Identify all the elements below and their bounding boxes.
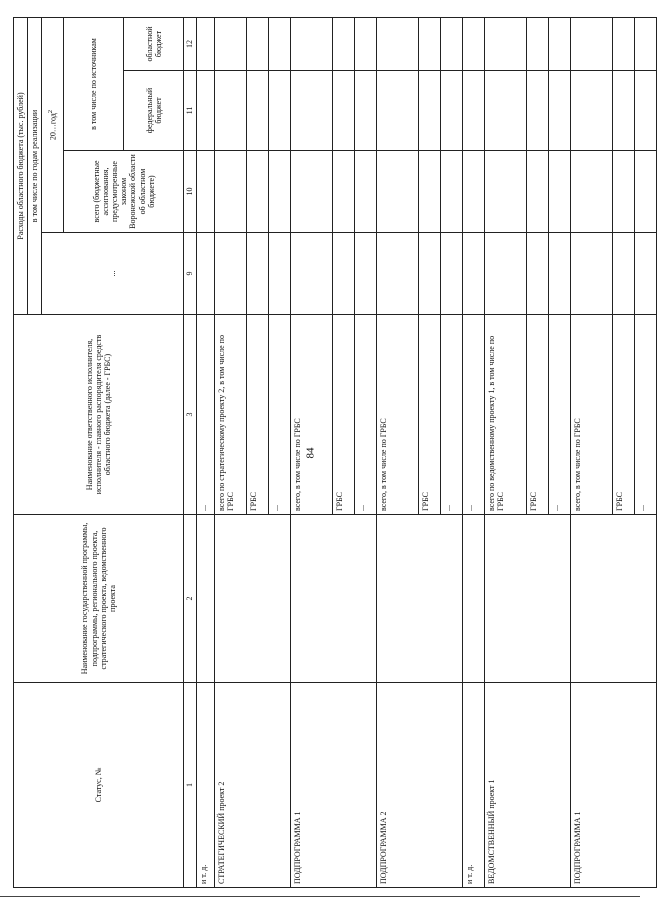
status-cell: ПОДПРОГРАММА 1 (570, 683, 656, 888)
status-cell: и т. д. (462, 683, 484, 888)
header-federal: федеральный бюджет (124, 71, 184, 151)
name-cell (214, 515, 290, 683)
name-cell (484, 515, 570, 683)
status-cell: и т. д. (196, 683, 214, 888)
status-cell: СТРАТЕГИЧЕСКИЙ проект 2 (214, 683, 290, 888)
header-name: Наименование государственной программы, подпрограммы, регионального проекта, стратегического проекта, ведомственного проекта (14, 515, 184, 683)
executor-cell: ГРБС (526, 315, 548, 515)
status-cell: ПОДПРОГРАММА 2 (376, 683, 462, 888)
executor-cell: всего, в том числе по ГРБС (570, 315, 612, 515)
executor-cell: всего, в том числе по ГРБС (376, 315, 418, 515)
col-number: 1 (184, 683, 196, 888)
header-status: Статус, № (14, 683, 184, 888)
table-row (290, 18, 332, 888)
header-expenses: Расходы областного бюджета (тыс. рублей) (14, 18, 28, 315)
col-number: 3 (184, 315, 196, 515)
table-row (484, 18, 526, 888)
table-row (214, 18, 246, 888)
col-number: 2 (184, 515, 196, 683)
executor-cell: ГРБС (332, 315, 354, 515)
header-executor: Наименование ответственного исполнителя, исполнителя - главного распорядителя средств областного бюджета (далее - ГРБС) (14, 315, 184, 515)
col-number: 9 (184, 233, 196, 315)
table-row (196, 18, 214, 888)
executor-cell: всего, в том числе по ГРБС (290, 315, 332, 515)
name-cell (570, 515, 656, 683)
executor-cell: ... (634, 315, 656, 515)
executor-cell: всего по ведомственному проекту 1, в том числе по ГРБС (484, 315, 526, 515)
scan-edge-line (0, 896, 640, 897)
header-year: 20…год$^2$ (42, 18, 64, 233)
name-cell (376, 515, 462, 683)
executor-cell: всего по стратегическому проекту 2, в том числе по ГРБС (214, 315, 246, 515)
budget-table (13, 17, 657, 888)
executor-cell: ... (268, 315, 290, 515)
status-cell: ВЕДОМСТВЕННЫЙ проект 1 (484, 683, 570, 888)
col-number: 10 (184, 151, 196, 233)
executor-cell: ... (196, 315, 214, 515)
page-number: 84 (304, 447, 317, 459)
executor-cell: ... (354, 315, 376, 515)
table-row (462, 18, 484, 888)
executor-cell: ГРБС (418, 315, 440, 515)
header-by-sources: в том числе по источникам (64, 18, 124, 151)
rotated-table-container (13, 18, 646, 888)
col-number: 11 (184, 71, 196, 151)
header-by-years: в том числе по годам реализации (28, 18, 42, 315)
name-cell (462, 515, 484, 683)
executor-cell: ... (440, 315, 462, 515)
table-body (196, 18, 656, 888)
executor-cell: ГРБС (612, 315, 634, 515)
executor-cell: ... (548, 315, 570, 515)
name-cell (290, 515, 376, 683)
executor-cell: ГРБС (246, 315, 268, 515)
executor-cell: ... (462, 315, 484, 515)
name-cell (196, 515, 214, 683)
header-total: всего (бюджетные ассигнования, предусмотренные законом Воронежской области об областном бюджете) (64, 151, 184, 233)
table-row (570, 18, 612, 888)
table-row (376, 18, 418, 888)
header-regional: областной бюджет (124, 18, 184, 71)
col-number: 12 (184, 18, 196, 71)
header-ellipsis: ... (42, 233, 184, 315)
status-cell: ПОДПРОГРАММА 1 (290, 683, 376, 888)
